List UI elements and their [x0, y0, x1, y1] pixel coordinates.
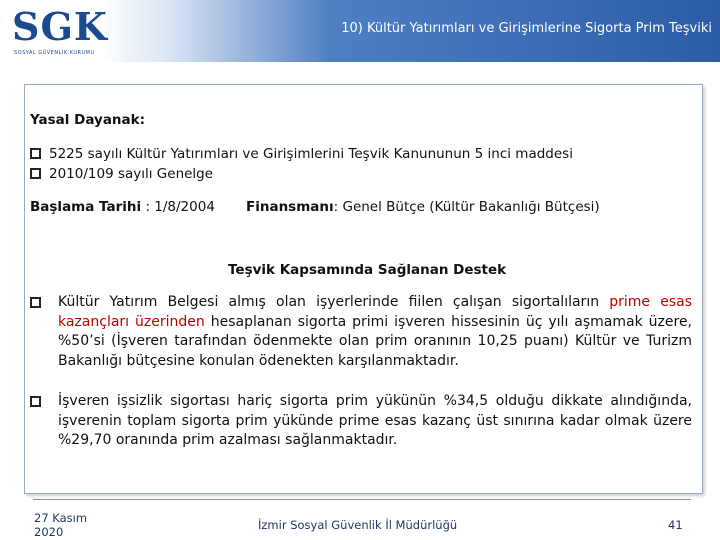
start-date-label: Başlama Tarihi	[30, 199, 142, 215]
checkbox-bullet-icon	[30, 297, 41, 308]
start-date-value: : 1/8/2004	[141, 199, 215, 215]
legal-basis-label: Yasal Dayanak:	[30, 112, 146, 128]
highlighted-text: prime esas kazançları üzerinden	[58, 294, 693, 330]
checkbox-bullet-icon	[30, 168, 41, 179]
slide-title: 10) Kültür Yatırımları ve Girişimlerine Sigorta Prim Teşviki	[341, 21, 712, 36]
start-date	[30, 198, 215, 217]
page-number: 41	[668, 518, 683, 532]
sgk-logo	[6, 6, 116, 56]
checkbox-bullet-icon	[30, 396, 41, 407]
section-title: Teşvik Kapsamında Sağlanan Destek	[228, 262, 507, 278]
footer-organization: İzmir Sosyal Güvenlik İl Müdürlüğü	[258, 518, 458, 532]
footer-divider	[33, 499, 691, 500]
legal-item-text: 2010/109 sayılı Genelge	[49, 166, 214, 182]
support-paragraph	[30, 392, 692, 451]
financing-label: Finansmanı	[246, 199, 334, 215]
paragraph-text: Kültür Yatırım Belgesi almış olan işyerlerinde fiilen çalışan sigortalıların	[58, 294, 610, 310]
legal-item	[30, 145, 573, 164]
financing-value: : Genel Bütçe (Kültür Bakanlığı Bütçesi)	[333, 199, 600, 215]
legal-item	[30, 165, 213, 184]
footer-date	[34, 511, 87, 539]
financing	[246, 198, 600, 217]
support-paragraph	[30, 293, 692, 371]
logo-text: SGK	[12, 4, 108, 49]
footer-date-line: 27 Kasım	[34, 511, 88, 525]
paragraph-text: hesaplanan sigorta primi işveren hissesinin üç yılı aşmamak üzere, %50’si (İşveren tarafından ödenmekte olan prim oranının 10,25 puanı) Kültür ve Turizm Bakanlığı bütçesine konulan ödenekten karşılanmaktadır.	[58, 313, 693, 369]
paragraph-text: İşveren işsizlik sigortası hariç sigorta prim yükünün %34,5 olduğu dikkate alındığında, işverenin toplam sigorta prim yükünde prime esas kazanç üst sınırına kadar olmak üzere %29,70 oranında prim azalması sağlanmaktadır.	[58, 393, 692, 448]
slide-header	[0, 0, 720, 62]
logo-subtitle: SOSYAL GÜVENLİK KURUMU	[14, 50, 95, 56]
legal-item-text: 5225 sayılı Kültür Yatırımları ve Girişimlerini Teşvik Kanununun 5 inci maddesi	[49, 146, 573, 162]
checkbox-bullet-icon	[30, 148, 41, 159]
footer-date-line: 2020	[34, 525, 64, 539]
